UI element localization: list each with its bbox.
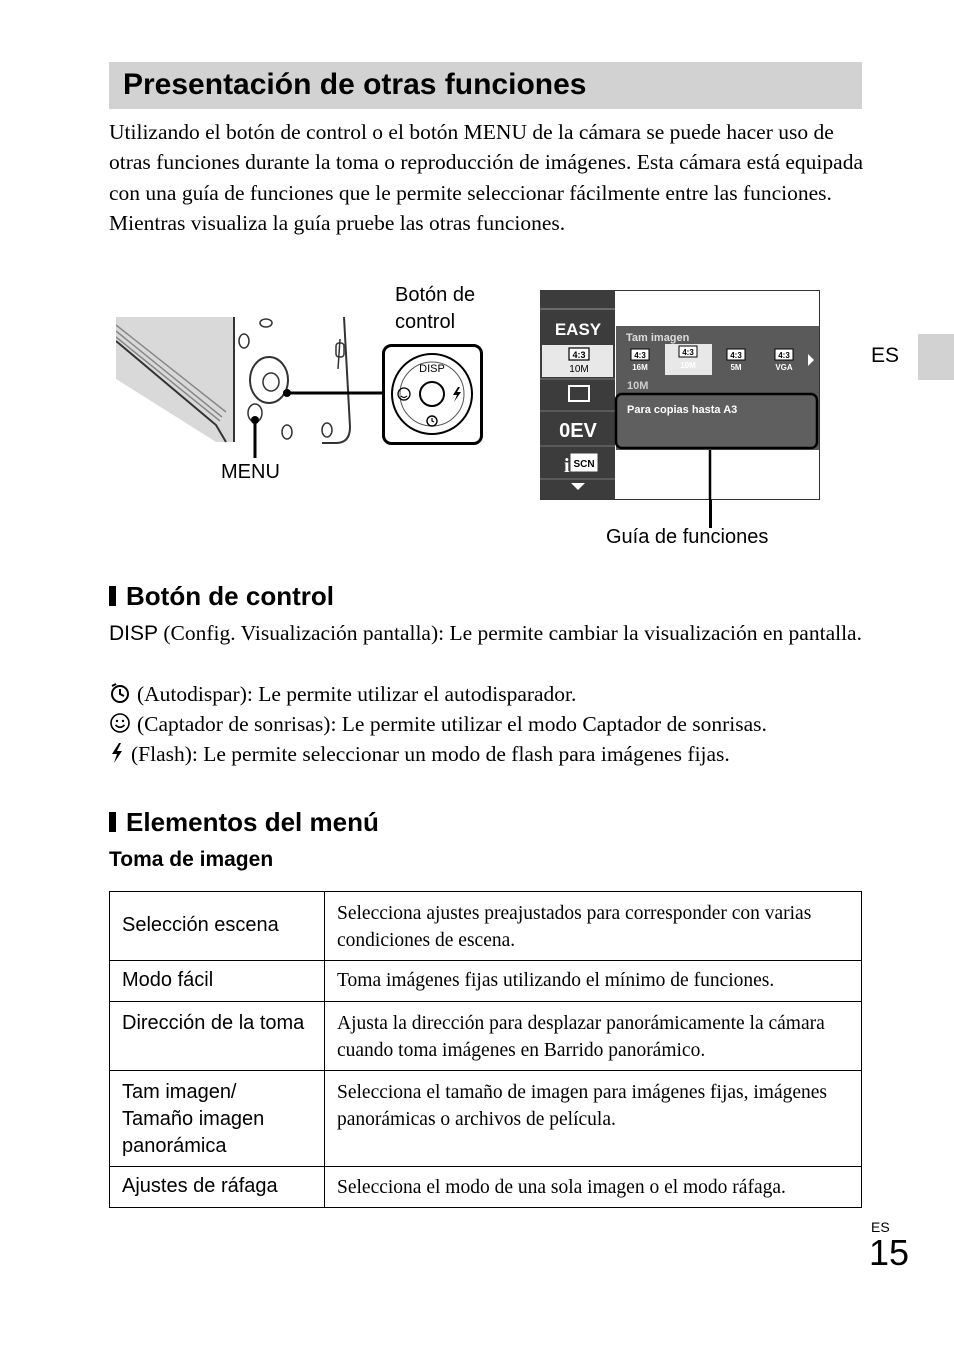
menu-items-table [109,891,862,1208]
side-tab [918,334,954,380]
lcd-screen-illustration [540,290,820,500]
easy-icon: EASY [554,320,602,339]
control-label-line1: Botón de [395,284,476,306]
iscn-i: i [564,455,570,477]
menu-subheading: Toma de imagen [109,848,274,871]
svg-text:10M: 10M [627,380,649,392]
control-label-line2: control [395,311,456,333]
table-row [110,1071,862,1167]
svg-text:10M: 10M [569,364,589,375]
section-marker-icon [109,586,116,606]
smile-icon [109,712,131,734]
table-row [110,1167,862,1208]
footer-lang: ES [871,1219,890,1235]
control-section-heading: Botón de control [109,581,334,611]
menu-item-desc: Selecciona el tamaño de imagen para imágenes fijas, imágenes panorámicas o archivos de película. [325,1071,862,1167]
side-tab-label: ES [871,344,900,367]
disp-key: DISP [109,622,159,645]
scene-icon: SCN [573,459,595,470]
intro-paragraph: Utilizando el botón de control o el botón MENU de la cámara se puede hacer uso de otras funciones durante la toma o reproducción de imágenes. Esta cámara está equipada con una guía de funciones que le permite seleccionar fácilmente entre las funciones. Mientras visualiza la guía pruebe las otras funciones. [109,120,863,236]
table-row [110,961,862,1002]
menu-label: MENU [221,461,280,483]
svg-text:4:3: 4:3 [682,348,694,357]
menu-item-name: Dirección de la toma [110,1002,325,1071]
menu-item-name: Selección escena [110,892,325,961]
control-button-dial [382,344,483,445]
size-bar-title: Tam imagen [626,332,690,344]
svg-text:4:3: 4:3 [634,351,646,360]
ev-icon: 0EV [559,420,597,442]
menu-item-desc: Ajusta la dirección para desplazar panorámicamente la cámara cuando toma imágenes en Barrido panorámico. [325,1002,862,1071]
menu-item-name: Tam imagen/ Tamaño imagen panorámica [110,1071,325,1167]
menu-item-name: Ajustes de ráfaga [110,1167,325,1208]
guide-text: Para copias hasta A3 [627,404,738,416]
self-timer-description: (Autodispar): Le permite utilizar el autodisparador. [109,679,869,709]
menu-item-name: Modo fácil [110,961,325,1002]
table-row [110,1002,862,1071]
callout-lines [240,380,390,460]
self-timer-icon [109,682,131,704]
menu-item-desc: Selecciona el modo de una sola imagen o el modo ráfaga. [325,1167,862,1208]
section-marker-icon [109,812,116,832]
table-row [110,892,862,961]
section-title: Presentación de otras funciones [123,68,587,101]
dial-disp-label: DISP [419,363,445,375]
svg-text:16M: 16M [632,363,648,372]
svg-text:5M: 5M [730,363,742,372]
svg-text:VGA: VGA [775,363,793,372]
svg-text:4:3: 4:3 [572,350,586,360]
menu-item-desc: Selecciona ajustes preajustados para corresponder con varias condiciones de escena. [325,892,862,961]
menu-section-heading: Elementos del menú [109,807,379,837]
svg-text:4:3: 4:3 [778,351,790,360]
svg-text:10M: 10M [680,361,696,370]
flash-description: (Flash): Le permite seleccionar un modo de flash para imágenes fijas. [109,739,869,769]
page-number: 15 [869,1232,910,1273]
menu-item-desc: Toma imágenes fijas utilizando el mínimo de funciones. [325,961,862,1002]
smile-description: (Captador de sonrisas): Le permite utilizar el modo Captador de sonrisas. [109,709,869,739]
disp-description: DISP (Config. Visualización pantalla): Le permite cambiar la visualización en pantalla. [109,621,862,645]
section-title-bar [109,62,862,109]
guide-label: Guía de funciones [606,526,769,548]
svg-text:4:3: 4:3 [730,351,742,360]
flash-icon [109,742,125,764]
